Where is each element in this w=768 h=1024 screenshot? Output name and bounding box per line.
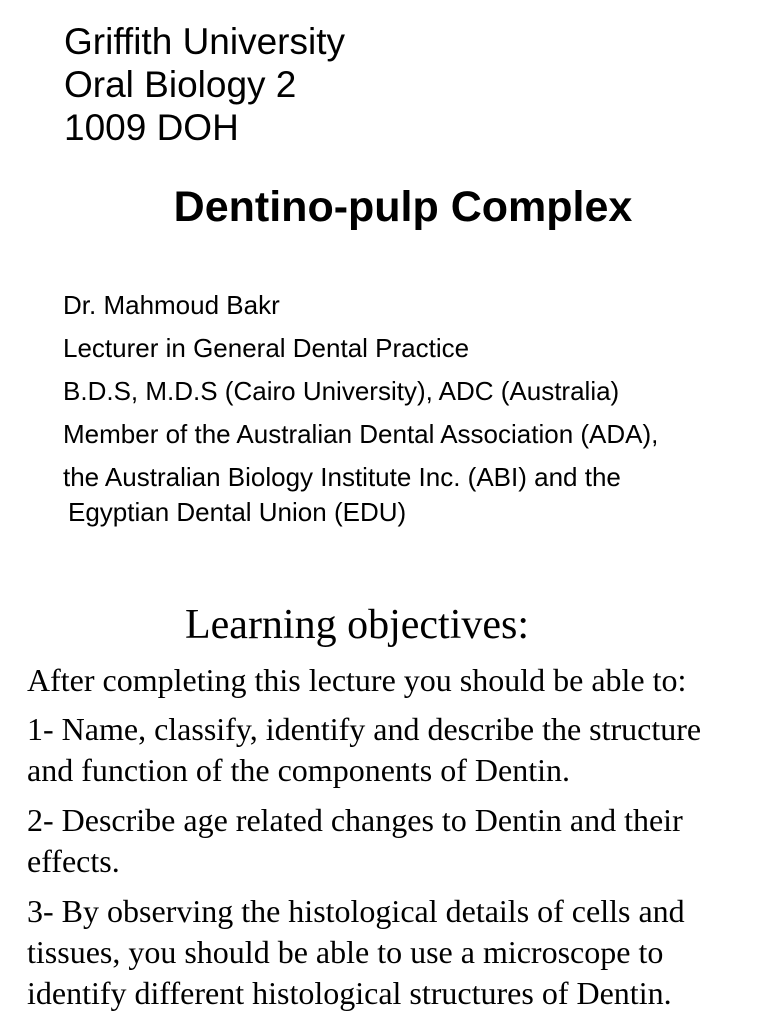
objective-item: 1- Name, classify, identify and describe the structure and function of the components of Dentin. bbox=[27, 711, 702, 788]
course-header bbox=[64, 20, 345, 149]
objectives-heading: Learning objectives: bbox=[185, 602, 530, 648]
course-code: 1009 DOH bbox=[64, 107, 239, 148]
objective-item: 3- By observing the histological details of cells and tissues, you should be able to use a microscope to identify different histological structures of Dentin. bbox=[27, 893, 685, 1011]
objective-item: 2- Describe age related changes to Dentin and their effects. bbox=[27, 802, 683, 879]
author-membership-2: the Australian Biology Institute Inc. (ABI) and the bbox=[63, 462, 621, 492]
learning-objectives bbox=[27, 600, 747, 1014]
author-name: Dr. Mahmoud Bakr bbox=[63, 290, 280, 320]
author-block bbox=[63, 290, 658, 540]
lecture-title: Dentino-pulp Complex bbox=[173, 183, 633, 231]
author-membership-1: Member of the Australian Dental Association (ADA), bbox=[63, 419, 659, 449]
course-name: Oral Biology 2 bbox=[64, 64, 297, 105]
author-membership-3: Egyptian Dental Union (EDU) bbox=[68, 497, 407, 527]
author-degrees: B.D.S, M.D.S (Cairo University), ADC (Australia) bbox=[63, 376, 620, 406]
author-role: Lecturer in General Dental Practice bbox=[63, 333, 470, 363]
objectives-intro: After completing this lecture you should be able to: bbox=[27, 662, 687, 698]
university-name: Griffith University bbox=[64, 21, 345, 62]
